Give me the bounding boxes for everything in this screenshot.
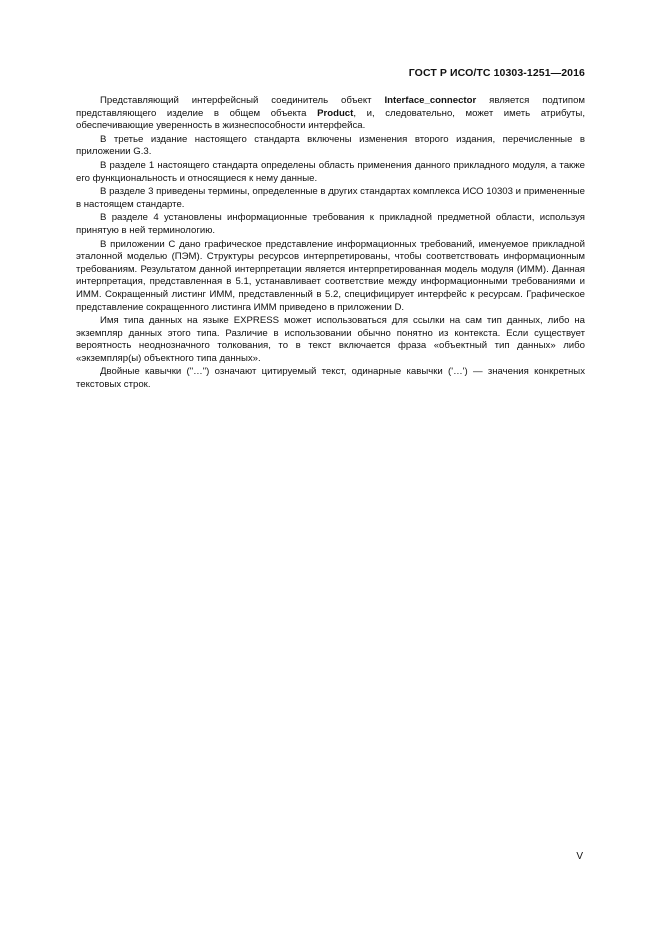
entity-name: Interface_connector [384, 95, 477, 106]
document-body [76, 95, 585, 393]
paragraph-express-type: Имя типа данных на языке EXPRESS может использоваться для ссылки на сам тип данных, либо на экземпляр данных этого типа. Различие в использовании обычно понятно из контекста. Если существует вероятность неоднозначного толкования, то в текст включается фраза «объектный тип данных» либо «экземпляр(ы) объектного типа данных». [76, 315, 585, 364]
paragraph-quotes: Двойные кавычки ("…") означают цитируемый текст, одинарные кавычки ('…') — значения конкретных текстовых строк. [76, 366, 585, 391]
paragraph-text: Представляющий интерфейсный соединитель объект [100, 95, 385, 106]
paragraph-section-3: В разделе 3 приведены термины, определенные в других стандартах комплекса ИСО 10303 и примененные в настоящем стандарте. [76, 186, 585, 210]
paragraph-section-1: В разделе 1 настоящего стандарта определены область применения данного прикладного модуля, а также его функциональность и относящиеся к нему данные. [76, 159, 585, 184]
paragraph-annex-c: В приложении С дано графическое представление информационных требований, именуемое прикладной эталонной моделью (ПЭМ). Структуры ресурсов интерпретированы, чтобы соответствовать информационным требованиям. Результатом данной интерпретации является интерпретированная модель модуля (ИММ). Данная интерпретация, представленная в 5.1, устанавливает соответствие между информационными требованиями и ИММ. Сокращенный листинг ИММ, представленный в 5.2, специфицирует интерфейс к ресурсам. Графическое представление сокращенного листинга ИММ приведено в приложении D. [76, 238, 585, 313]
paragraph-text: является подтипом представляющего изделие в общем объекта [76, 95, 585, 119]
document-header: ГОСТ Р ИСО/ТС 10303-1251—2016 [408, 67, 585, 79]
paragraph-interface-connector [76, 95, 585, 133]
paragraph-text: , и, следовательно, может иметь атрибуты, обеспечивающие уверенность в жизнеспособности интерфейса. [76, 107, 585, 132]
paragraph-section-4: В разделе 4 установлены информационные требования к прикладной предметной области, используя принятую в ней терминологию. [76, 212, 585, 236]
page-number: V [576, 851, 583, 862]
paragraph-third-edition: В третье издание настоящего стандарта включены изменения второго издания, перечисленные в приложении G.3. [76, 133, 585, 158]
entity-name: Product [317, 107, 354, 119]
